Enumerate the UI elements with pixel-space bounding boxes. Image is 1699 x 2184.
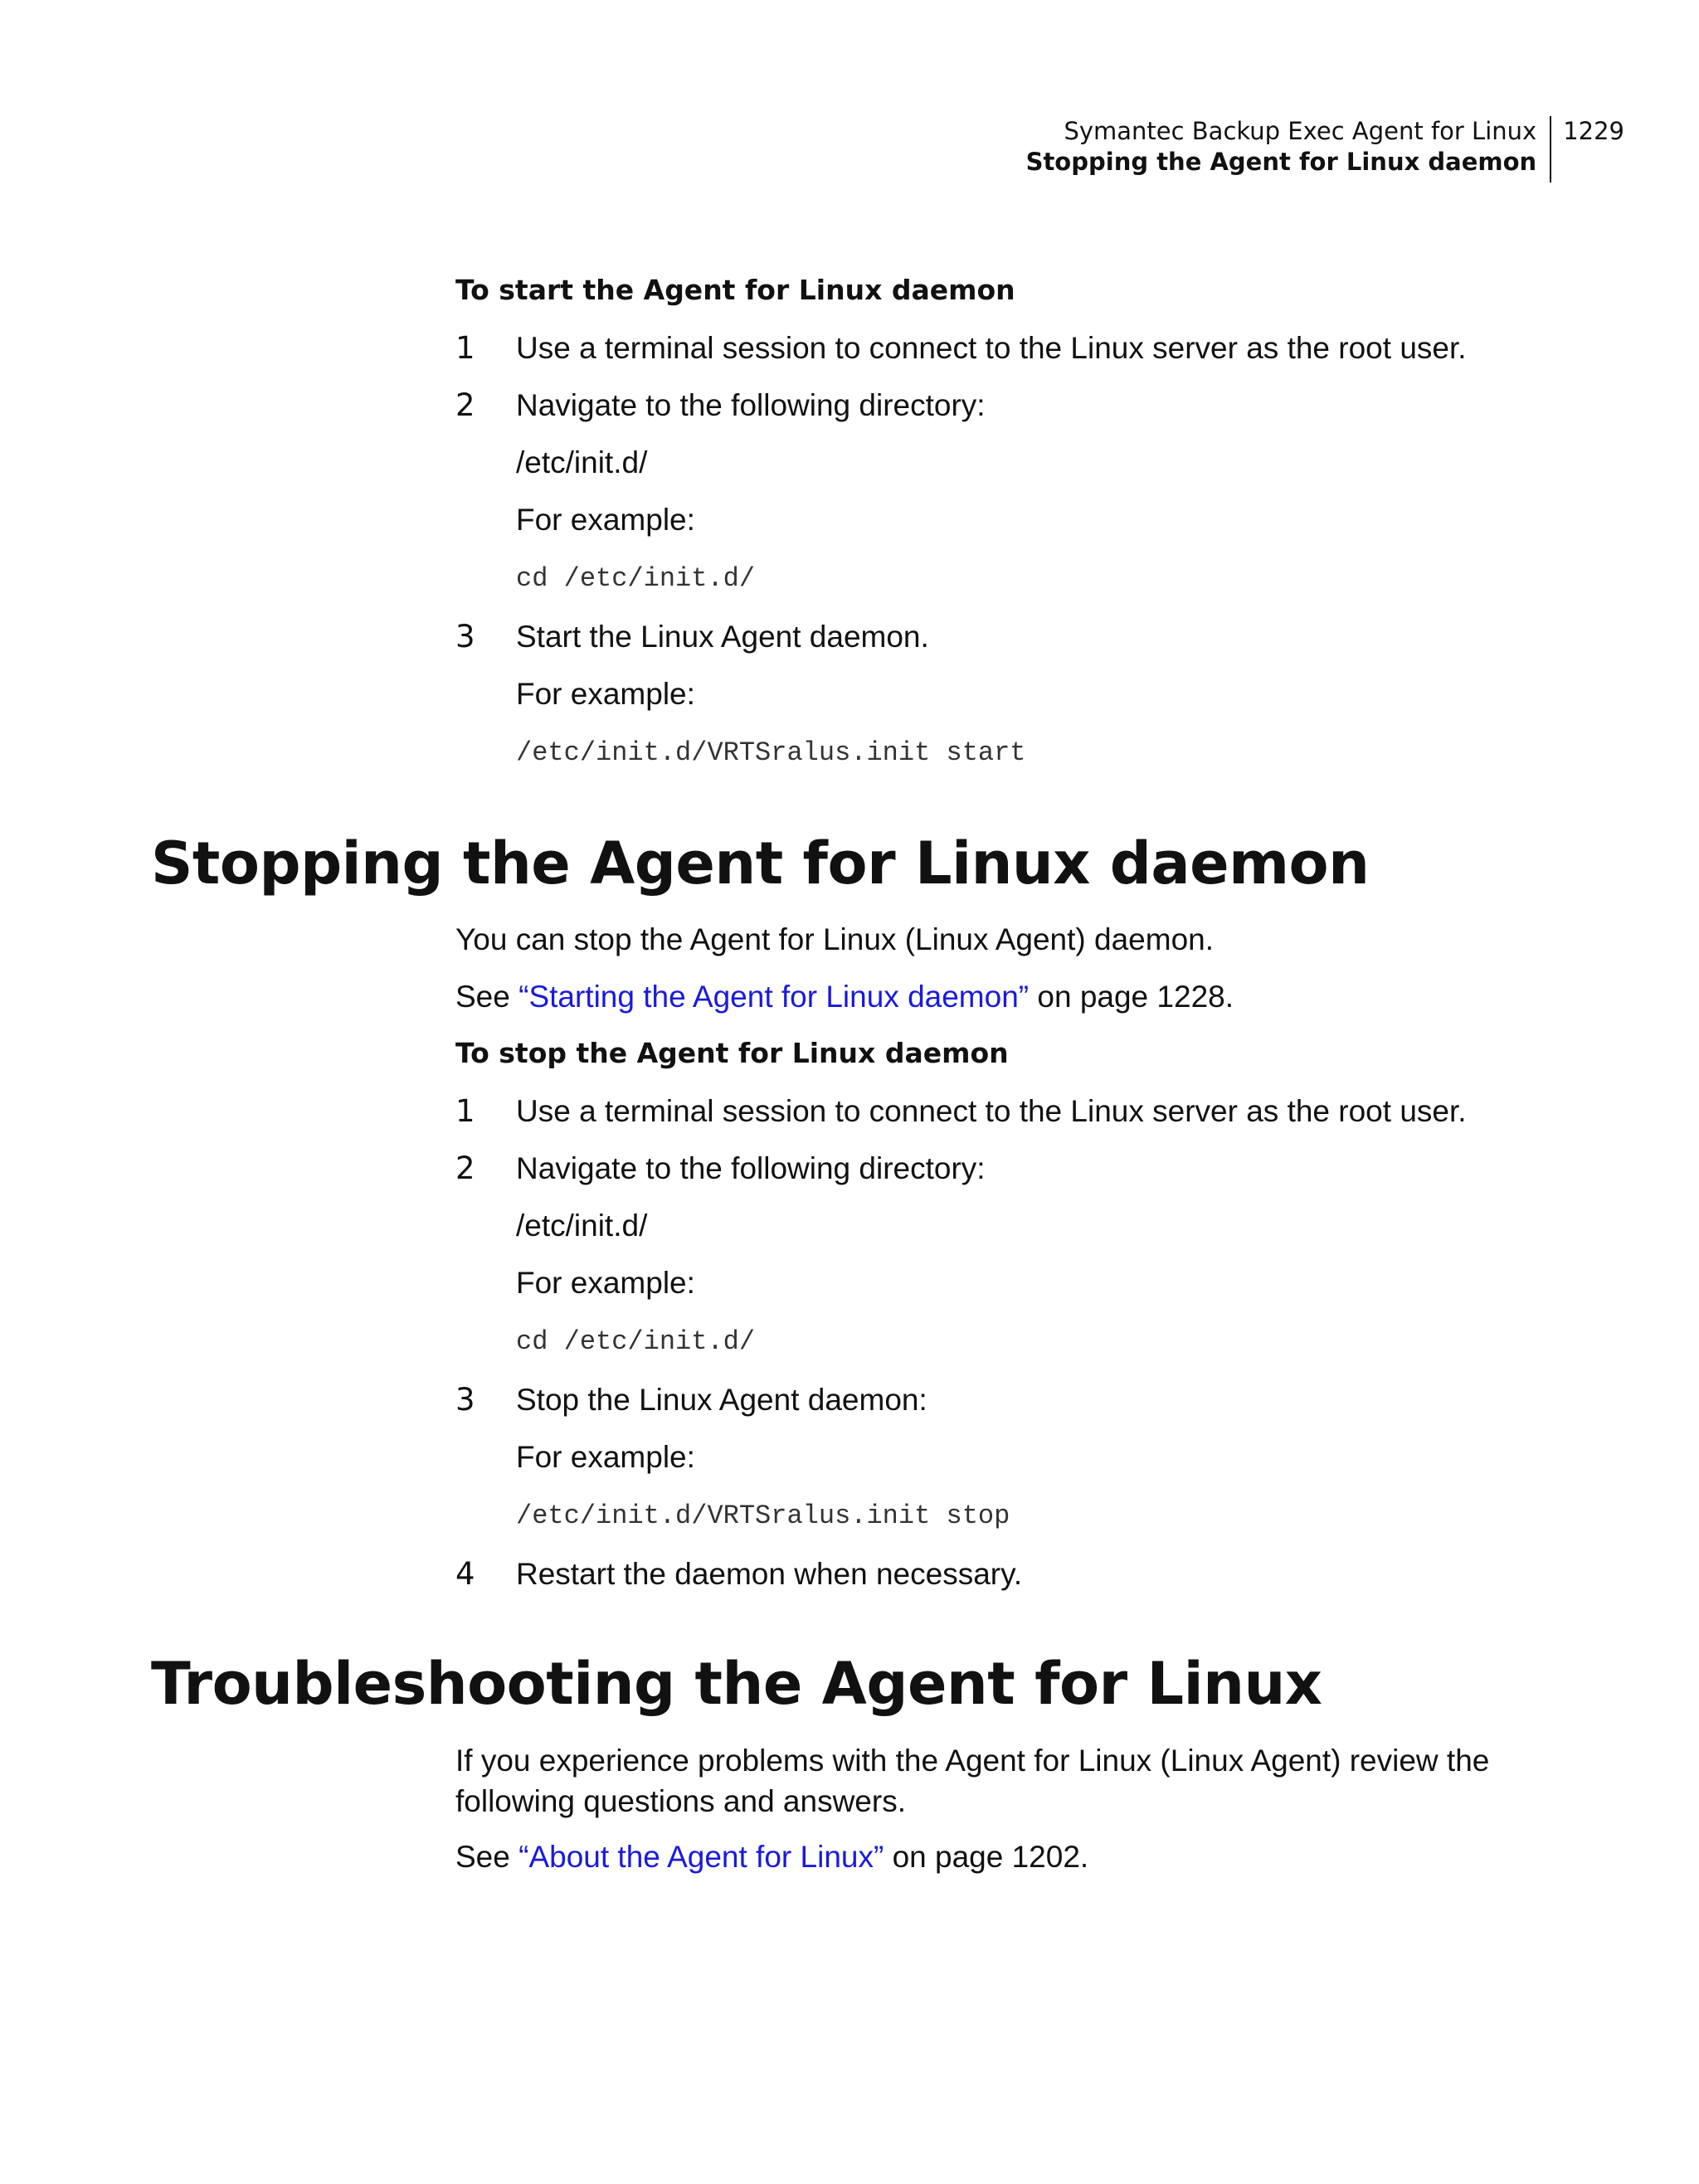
stopping-intro: You can stop the Agent for Linux (Linux Agent) daemon. — [455, 922, 1214, 956]
troubleshooting-see-reference — [455, 1836, 1534, 1877]
running-header-titles — [1026, 116, 1552, 182]
stop-step-2-path: /etc/init.d/ — [516, 1209, 648, 1243]
see-prefix: See — [455, 1840, 519, 1874]
stopping-see-reference — [455, 976, 1534, 1017]
start-step-2-text: Navigate to the following directory: — [516, 388, 986, 422]
stopping-heading: Stopping the Agent for Linux daemon — [151, 829, 1370, 897]
stop-step-1-number: 1 — [455, 1093, 475, 1129]
start-step-3-example-label: For example: — [516, 677, 695, 711]
stop-procedure-title: To stop the Agent for Linux daemon — [455, 1037, 1009, 1069]
start-step-2-example-label: For example: — [516, 503, 695, 537]
start-step-1-text: Use a terminal session to connect to the Linux server as the root user. — [516, 331, 1467, 365]
stop-step-2-number: 2 — [455, 1150, 475, 1186]
stop-step-3-example-label: For example: — [516, 1440, 695, 1474]
start-step-2-path: /etc/init.d/ — [516, 445, 648, 479]
see-suffix: on page 1228. — [1029, 980, 1234, 1014]
stop-step-2-code: cd /etc/init.d/ — [516, 1326, 756, 1357]
start-step-3-number: 3 — [455, 619, 475, 654]
starting-daemon-link[interactable]: “Starting the Agent for Linux daemon” — [518, 980, 1030, 1014]
section-title: Stopping the Agent for Linux daemon — [1025, 148, 1537, 176]
stop-step-2-text: Navigate to the following directory: — [516, 1151, 986, 1185]
troubleshooting-heading: Troubleshooting the Agent for Linux — [151, 1650, 1322, 1718]
stop-step-4-number: 4 — [455, 1556, 475, 1592]
book-title: Symantec Backup Exec Agent for Linux — [1064, 117, 1537, 145]
about-agent-link[interactable]: “About the Agent for Linux” — [518, 1840, 884, 1874]
stop-step-1-text: Use a terminal session to connect to the Linux server as the root user. — [516, 1094, 1467, 1128]
page-number: 1229 — [1563, 117, 1624, 145]
stop-step-4-text: Restart the daemon when necessary. — [516, 1557, 1023, 1591]
stop-step-3-code: /etc/init.d/VRTSralus.init stop — [516, 1501, 1010, 1531]
start-step-2-number: 2 — [455, 387, 475, 423]
start-step-2-code: cd /etc/init.d/ — [516, 563, 756, 594]
start-procedure-title: To start the Agent for Linux daemon — [455, 274, 1015, 306]
running-header — [1026, 116, 1624, 182]
stop-step-3-number: 3 — [455, 1382, 475, 1418]
troubleshooting-intro: If you experience problems with the Agent for Linux (Linux Agent) review the following questions and answers. — [455, 1744, 1490, 1818]
start-step-3-code: /etc/init.d/VRTSralus.init start — [516, 737, 1026, 768]
stop-step-2-example-label: For example: — [516, 1266, 695, 1300]
see-prefix: See — [455, 980, 519, 1014]
start-step-3-text: Start the Linux Agent daemon. — [516, 620, 929, 654]
start-step-1-number: 1 — [455, 330, 475, 366]
stop-step-3-text: Stop the Linux Agent daemon: — [516, 1383, 927, 1417]
see-suffix: on page 1202. — [884, 1840, 1089, 1874]
